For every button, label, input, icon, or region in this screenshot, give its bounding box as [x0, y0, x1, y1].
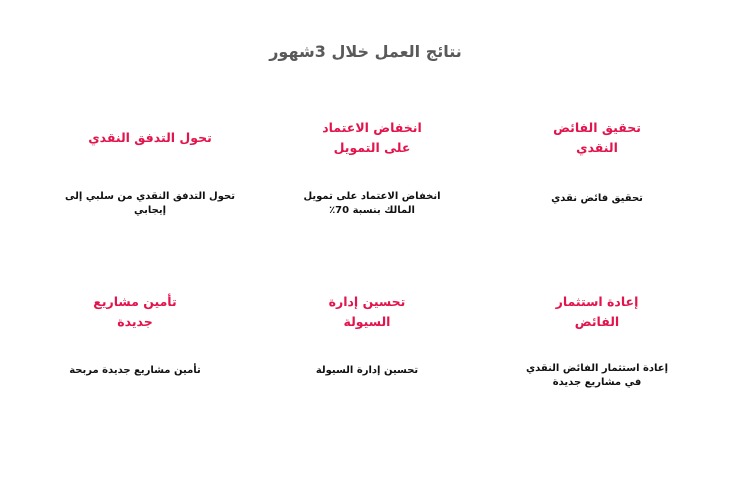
result-card-new-projects	[35, 292, 235, 376]
card-heading: تحول التدفق النقدي	[88, 130, 212, 145]
card-description: انخفاض الاعتماد على تمويل المالك بنسبة 70٪	[303, 191, 441, 216]
card-description: تحول التدفق النقدي من سلبي إلى إيجابي	[65, 191, 235, 216]
card-description: تحسين إدارة السيولة	[315, 365, 419, 376]
result-card-reinvest-surplus	[497, 292, 697, 388]
result-card-cash-surplus	[497, 118, 697, 204]
card-heading: إعادة استثمار الفائض	[555, 294, 639, 329]
card-description: تحقيق فائض نقدي	[551, 193, 643, 204]
card-description: تأمين مشاريع جديدة مربحة	[69, 365, 201, 376]
card-description: إعادة استثمار الفائض النقدي في مشاريع جديدة	[525, 363, 669, 388]
page-title-text: نتائج العمل خلال 3شهور	[269, 42, 462, 61]
card-heading: تحسين إدارة السيولة	[328, 294, 406, 329]
card-heading: انخفاض الاعتماد على التمويل	[322, 120, 422, 155]
page-title	[0, 42, 735, 61]
result-card-cash-flow-shift	[50, 128, 250, 216]
result-card-reduced-financing	[272, 118, 472, 216]
card-heading: تأمين مشاريع جديدة	[93, 294, 177, 329]
card-heading: تحقيق الفائض النقدي	[553, 120, 641, 155]
result-card-liquidity-management	[267, 292, 467, 376]
